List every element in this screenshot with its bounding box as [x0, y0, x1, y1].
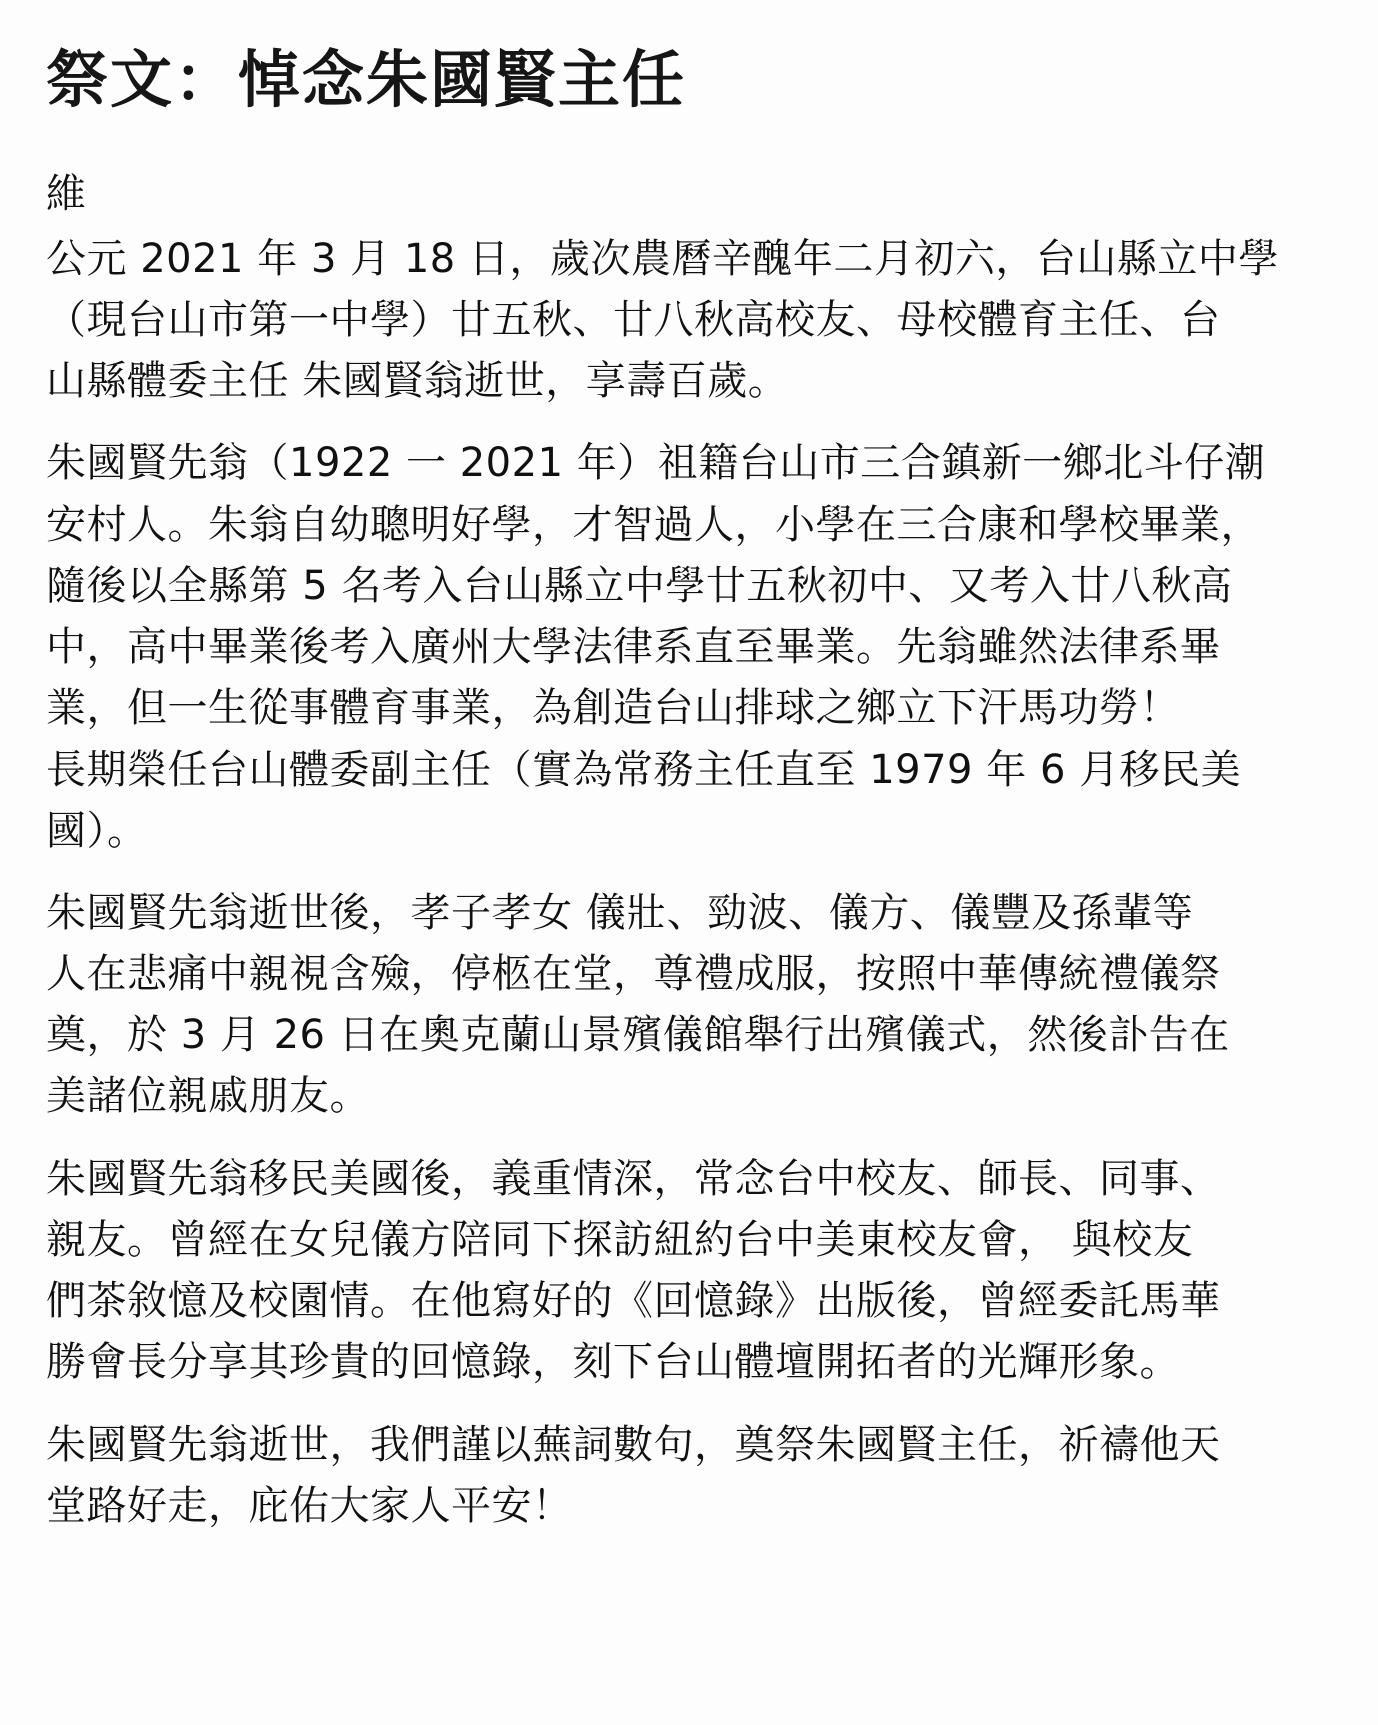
paragraph-4-line-3: 們茶敘憶及校園情。在他寫好的《回憶錄》出版後，曾經委託馬華	[46, 1278, 1221, 1324]
paragraph-2-line-2: 安村人。朱翁自幼聰明好學，才智過人，小學在三合康和學校畢業，	[46, 502, 1261, 548]
paragraph-1-line-1: 公元 2021 年 3 月 18 日，歲次農曆辛醜年二月初六，台山縣立中學	[46, 236, 1279, 282]
salutation: 維	[46, 171, 86, 217]
paragraph-1-line-2: （現台山市第一中學）廿五秋、廿八秋高校友、母校體育主任、台	[46, 297, 1221, 343]
paragraph-4-line-4: 勝會長分享其珍貴的回憶錄，刻下台山體壇開拓者的光輝形象。	[46, 1339, 1180, 1385]
paragraph-3-line-4: 美諸位親戚朋友。	[46, 1073, 370, 1119]
paragraph-2-line-6: 長期榮任台山體委副主任（實為常務主任直至 1979 年 6 月移民美	[46, 747, 1242, 793]
paragraph-5-line-1: 朱國賢先翁逝世，我們謹以蕪詞數句，奠祭朱國賢主任，祈禱他天	[46, 1422, 1221, 1468]
paragraph-5-line-2: 堂路好走，庇佑大家人平安！	[46, 1483, 573, 1529]
paragraph-2-line-7: 國）。	[46, 808, 148, 854]
paragraph-3-line-2: 人在悲痛中親視含殮，停柩在堂，尊禮成服，按照中華傳統禮儀祭	[46, 951, 1221, 997]
paragraph-4-line-2: 親友。曾經在女兒儀方陪同下探訪紐約台中美東校友會， 與校友	[46, 1217, 1194, 1263]
paragraph-1-line-3: 山縣體委主任 朱國賢翁逝世，享壽百歲。	[46, 358, 789, 404]
paragraph-4-line-1: 朱國賢先翁移民美國後，義重情深，常念台中校友、師長、同事、	[46, 1156, 1221, 1202]
paragraph-3-line-3: 奠，於 3 月 26 日在奧克蘭山景殯儀館舉行出殯儀式，然後訃告在	[46, 1012, 1230, 1058]
paragraph-2-line-3: 隨後以全縣第 5 名考入台山縣立中學廿五秋初中、又考入廿八秋高	[46, 563, 1233, 609]
document-title: 祭文：悼念朱國賢主任	[46, 43, 687, 116]
paragraph-2-line-5: 業，但一生從事體育事業，為創造台山排球之鄉立下汗馬功勞！	[46, 685, 1180, 731]
paragraph-2-line-1: 朱國賢先翁（1922 一 2021 年）祖籍台山市三合鎮新一鄉北斗仔潮	[46, 440, 1266, 486]
paragraph-2-line-4: 中，高中畢業後考入廣州大學法律系直至畢業。先翁雖然法律系畢	[46, 624, 1221, 670]
paragraph-3-line-1: 朱國賢先翁逝世後，孝子孝女 儀壯、勁波、儀方、儀豐及孫輩等	[46, 890, 1194, 936]
